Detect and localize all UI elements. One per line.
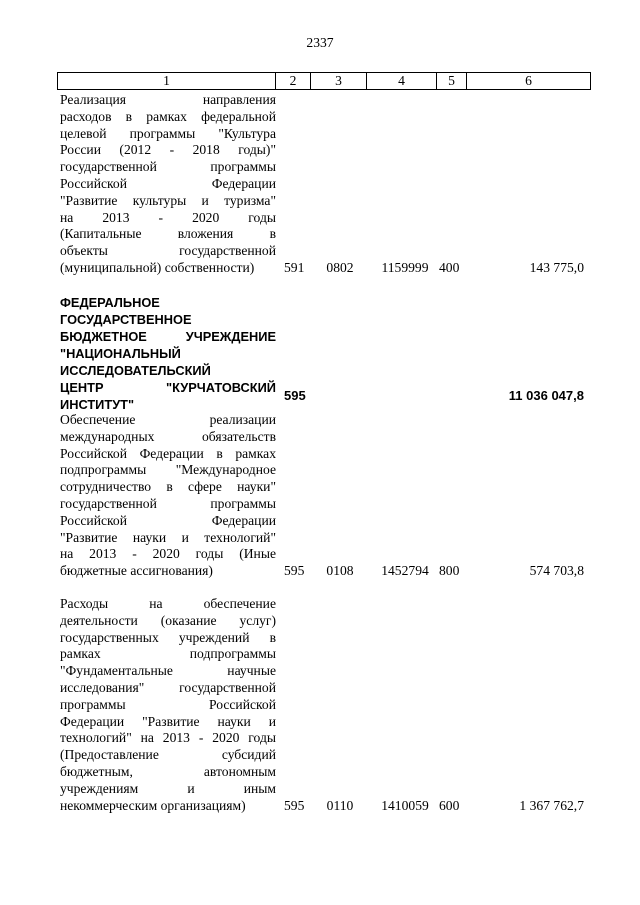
description-line: "НАЦИОНАЛЬНЫЙ [60, 346, 181, 361]
description-line: "Развитие культуры и туризма" [60, 192, 276, 208]
description-line: Российской Федерации [60, 512, 276, 528]
description-line: "Развитие науки и технологий" [60, 529, 276, 545]
description-line: бюджетным, автономным [60, 763, 276, 779]
description-line: Российской Федерации в рамках [60, 445, 276, 461]
description-line: ЦЕНТР "КУРЧАТОВСКИЙ [60, 380, 276, 395]
cell-section-code: 0108 [326, 563, 354, 578]
cell-amount: 1 367 762,7 [519, 798, 584, 813]
description-line: (муниципальной) собственности) [60, 259, 255, 275]
description-line: программы Российской [60, 696, 276, 712]
description-line: международных обязательств [60, 428, 276, 444]
description-line: на 2013 - 2020 годы (Иные [60, 546, 276, 562]
description-line: государственной программы [60, 495, 276, 511]
description-line: (Предоставление субсидий [60, 747, 276, 763]
description-line: "Фундаментальные научные [60, 663, 276, 679]
description-line: Реализация направления [60, 92, 276, 107]
description-line: России (2012 - 2018 годы)" [60, 142, 276, 158]
description-line: сотрудничество в сфере науки" [60, 479, 276, 495]
cell-amount: 143 775,0 [529, 260, 584, 275]
description-line: БЮДЖЕТНОЕ УЧРЕЖДЕНИЕ [60, 329, 276, 344]
description-line: рамках подпрограммы [60, 646, 276, 662]
column-header-1: 1 [58, 73, 276, 90]
description-line: целевой программы "Культура [60, 125, 276, 141]
row-description [60, 92, 276, 277]
description-line: Обеспечение реализации [60, 412, 276, 427]
description-line: подпрограммы "Международное [60, 462, 276, 478]
description-line: технологий" на 2013 - 2020 годы [60, 730, 276, 746]
cell-target-code: 1452794 [381, 563, 429, 578]
column-header-5: 5 [437, 73, 467, 90]
description-line: ИССЛЕДОВАТЕЛЬСКИЙ [60, 363, 211, 378]
cell-target-code: 1410059 [381, 798, 429, 813]
column-header-6: 6 [467, 73, 591, 90]
cell-ministry-code: 595 [284, 798, 305, 813]
cell-expense-type: 400 [439, 260, 460, 275]
description-line: Российской Федерации [60, 175, 276, 191]
column-header-row [58, 73, 591, 90]
cell-expense-type: 800 [439, 563, 460, 578]
description-line: бюджетные ассигнования) [60, 563, 213, 579]
description-line: учреждениям и иным [60, 780, 276, 796]
column-header-3: 3 [311, 73, 367, 90]
description-line: исследования" государственной [60, 679, 276, 695]
description-line: государственной программы [60, 159, 276, 175]
cell-section-code: 0110 [326, 798, 354, 813]
description-line: ГОСУДАРСТВЕННОЕ [60, 312, 192, 327]
column-header-2: 2 [276, 73, 311, 90]
description-line: некоммерческим организациям) [60, 797, 246, 813]
cell-target-code: 1159999 [381, 260, 429, 275]
description-line: объекты государственной [60, 243, 276, 259]
cell-amount: 11 036 047,8 [508, 388, 584, 403]
cell-expense-type: 600 [439, 798, 460, 813]
cell-ministry-code: 595 [284, 388, 306, 403]
cell-ministry-code: 591 [284, 260, 305, 275]
description-line: государственных учреждений в [60, 629, 276, 645]
description-line: (Капитальные вложения в [60, 226, 276, 242]
page-number: 2337 [306, 35, 334, 50]
column-header-table [57, 72, 591, 90]
description-line: Федерации "Развитие науки и [60, 713, 276, 729]
row-description [60, 412, 276, 580]
cell-section-code: 0802 [326, 260, 354, 275]
description-line: Расходы на обеспечение [60, 596, 276, 611]
description-line: ИНСТИТУТ" [60, 397, 135, 412]
description-line: ФЕДЕРАЛЬНОЕ [60, 295, 160, 310]
cell-amount: 574 703,8 [529, 563, 584, 578]
column-header-4: 4 [367, 73, 437, 90]
row-description [60, 596, 276, 814]
cell-ministry-code: 595 [284, 563, 305, 578]
row-description [60, 294, 276, 413]
description-line: расходов в рамках федеральной [60, 108, 276, 124]
description-line: деятельности (оказание услуг) [60, 612, 276, 628]
description-line: на 2013 - 2020 годы [60, 209, 276, 225]
